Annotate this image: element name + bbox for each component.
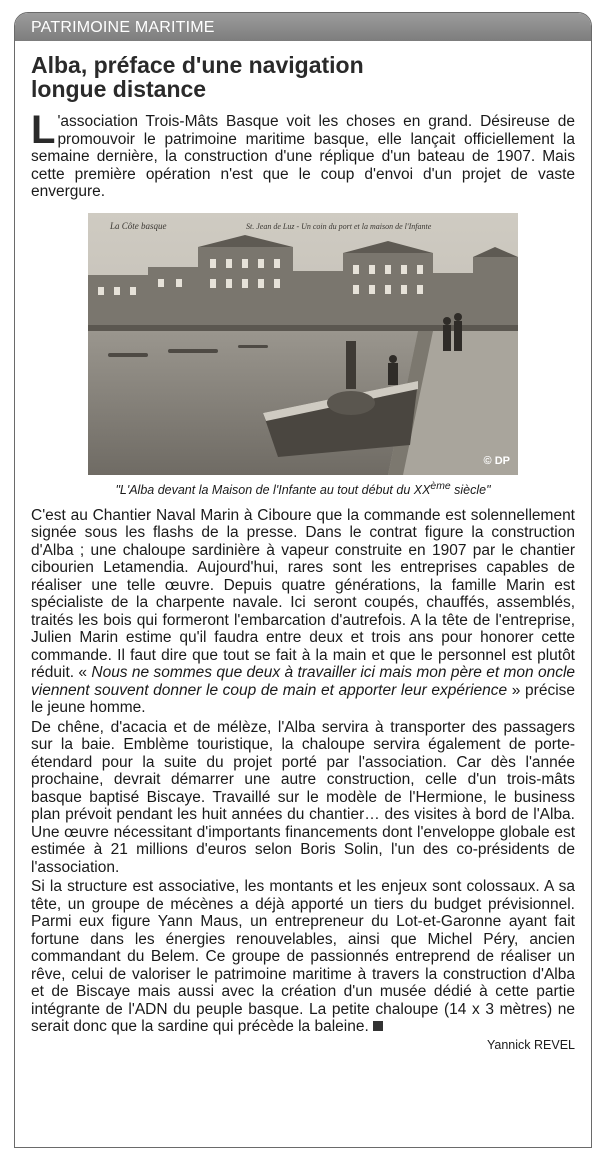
- historic-photo: [88, 213, 518, 475]
- paragraph-1-quote: Nous ne sommes que deux à travailler ici mais mon père et mon oncle viennent souvent donner le coup de main et apporter leur expérience: [31, 664, 576, 699]
- title-line-2: longue distance: [31, 76, 207, 102]
- caption-text-end: siècle": [450, 482, 491, 497]
- paragraph-1: [31, 507, 575, 717]
- article-content: [15, 41, 591, 1052]
- author-byline: Yannick REVEL: [486, 1037, 575, 1052]
- paragraph-3-text: Si la structure est associative, les montants et les enjeux sont colossaux. A sa tête, un groupe de mécènes a déjà apporté un tiers du budget prévisionnel. Parmi eux figure Yann Maus, un entrepreneur du Lot-et-Garonne ayant fait fortune dans les énergies renouvelables, ainsi que Michel Péry, ancien commandant du Belem. Ce groupe de passionnés entreprend de réaliser un rêve, celui de valoriser le patrimoine maritime à travers la construction d'Alba et de Biscaye mais aussi avec la création d'un musée dédié à cette partie intégrante de l'ADN du peuple basque. La petite chaloupe (14 x 3 mètres) ne serait donc que la sardine qui précède la baleine.: [31, 878, 575, 1036]
- paragraph-3: [31, 878, 575, 1036]
- article-card: [14, 12, 592, 1148]
- article-body: [31, 507, 575, 1052]
- lead-paragraph: [31, 108, 575, 201]
- title-line-1: Alba, préface d'une navigation: [31, 52, 364, 78]
- caption-superscript: ème: [430, 480, 451, 492]
- lead-text: 'association Trois-Mâts Basque voit les choses en grand. Désireuse de promouvoir le patrimoine maritime basque, elle lançait officiellement la semaine dernière, la construction d'une réplique d'un bateau de 1907. Mais cette première opération n'est que le coup d'envoi d'un projet de vaste envergure.: [31, 113, 575, 200]
- drop-cap: L: [31, 108, 56, 152]
- postcard-illustration: [88, 213, 518, 475]
- postcard-caption-left: La Côte basque: [110, 220, 167, 231]
- paragraph-1-end: » précise le jeune homme.: [31, 681, 576, 717]
- section-rubric: PATRIMOINE MARITIME: [15, 13, 591, 41]
- caption-text: "L'Alba devant la Maison de l'Infante au tout début du XX: [115, 482, 431, 497]
- postcard-caption-right: St. Jean de Luz - Un coin du port et la maison de l'Infante: [246, 221, 432, 231]
- article-title: [31, 53, 575, 101]
- photo-caption: [31, 481, 575, 497]
- paragraph-2: De chêne, d'acacia et de mélèze, l'Alba servira à transporter des passagers sur la baie. Emblème touristique, la chaloupe servira également de porte-étendard pour la suite du projet porté par l'association. Car dès l'année prochaine, devrait démarrer une autre construction, celle d'un trois-mâts basque baptisé Biscaye. Travaillé sur le modèle de l'Hermione, le business plan prévoit pendant les huit années du chantier… des visites à bord de l'Alba. Une œuvre nécessitant d'importants financements dont l'enveloppe globale est estimée à 21 millions d'euros selon Boris Solin, l'un des co-présidents de l'association.: [31, 718, 575, 876]
- photo-credit: © DP: [483, 454, 510, 467]
- end-mark-icon: [373, 1021, 383, 1031]
- paragraph-1-text: C'est au Chantier Naval Marin à Ciboure que la commande est solennellement signée sous les flashs de la presse. Dans le contrat figure la construction d'Alba ; une chaloupe sardinière à vapeur construite en 1907 par le chantier cibourien Letamendia. Aujourd'hui, rares sont les entreprises capables de réaliser une telle œuvre. Depuis quatre générations, la famille Marin est spécialiste de la charpente navale. Ici seront coupés, chauffés, assemblés, traités les bois qui formeront l'embarcation d'autrefois. A la tête de l'entreprise, Julien Marin estime qu'il faudra entre deux et trois ans pour honorer cette commande. Il faut dire que tout se fait à la main et que le personnel est plutôt réduit. «: [31, 506, 575, 682]
